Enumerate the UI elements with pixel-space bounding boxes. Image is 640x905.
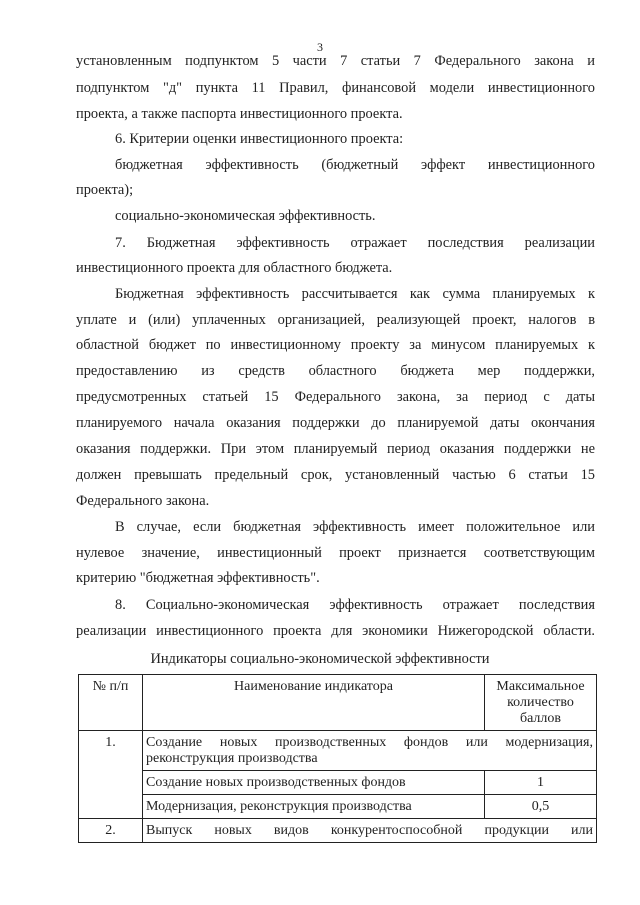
text-line: проекта, а также паспорта инвестиционного проекта. bbox=[76, 106, 403, 122]
page-number: 3 bbox=[317, 40, 323, 54]
text-line: Федерального закона. bbox=[76, 493, 210, 509]
table-row bbox=[79, 731, 597, 771]
table-title: Индикаторы социально-экономической эффективности bbox=[150, 651, 490, 667]
text-line: предусмотренных статьей 15 Федерального закона, за период с даты bbox=[76, 389, 595, 405]
text-line: бюджетная эффективность (бюджетный эффект инвестиционного bbox=[115, 157, 595, 173]
column-header-number: № п/п bbox=[79, 675, 143, 731]
text-line: критерию "бюджетная эффективность". bbox=[76, 570, 320, 586]
indicator-name: Создание новых производственных фондов bbox=[143, 771, 485, 795]
indicator-name: Создание новых производственных фондов или модернизация, реконструкция производства bbox=[143, 731, 597, 771]
column-header-indicator-name: Наименование индикатора bbox=[143, 675, 485, 731]
row-number: 1. bbox=[79, 731, 143, 819]
text-line: В случае, если бюджетная эффективность имеет положительное или bbox=[115, 519, 595, 535]
text-line: 8. Социально-экономическая эффективность отражает последствия bbox=[115, 597, 595, 613]
text-line: инвестиционного проекта для областного бюджета. bbox=[76, 260, 393, 276]
text-line: уплате и (или) уплаченных организацией, реализующей проект, налогов в bbox=[76, 312, 595, 328]
table-header-row bbox=[79, 675, 597, 731]
indicator-name: Выпуск новых видов конкурентоспособной продукции или bbox=[143, 819, 597, 843]
table-row bbox=[79, 795, 597, 819]
text-line: Бюджетная эффективность рассчитывается как сумма планируемых к bbox=[115, 286, 595, 302]
table-row bbox=[79, 771, 597, 795]
text-line: установленным подпунктом 5 части 7 статьи 7 Федерального закона и bbox=[76, 53, 595, 69]
text-line: проекта); bbox=[76, 182, 134, 198]
max-points: 1 bbox=[485, 771, 597, 795]
text-line: областной бюджет по инвестиционному проекту за минусом планируемых к bbox=[76, 337, 595, 353]
indicator-name: Модернизация, реконструкция производства bbox=[143, 795, 485, 819]
text-line: 7. Бюджетная эффективность отражает последствия реализации bbox=[115, 235, 595, 251]
text-line: социально-экономическая эффективность. bbox=[115, 208, 376, 224]
row-number: 2. bbox=[79, 819, 143, 843]
text-line: планируемого начала оказания поддержки до планируемой даты окончания bbox=[76, 415, 595, 431]
column-header-max-points: Максимальное количество баллов bbox=[485, 675, 597, 731]
text-line: 6. Критерии оценки инвестиционного проекта: bbox=[115, 131, 404, 147]
text-line: реализации инвестиционного проекта для экономики Нижегородской области. bbox=[76, 623, 595, 639]
table-row bbox=[79, 819, 597, 843]
indicators-table bbox=[78, 674, 597, 843]
text-line: предоставлению из средств областного бюджета мер поддержки, bbox=[76, 363, 595, 379]
text-line: оказания поддержки. При этом планируемый период оказания поддержки не bbox=[76, 441, 595, 457]
text-line: подпунктом "д" пункта 11 Правил, финансовой модели инвестиционного bbox=[76, 80, 595, 96]
text-line: должен превышать предельный срок, установленный частью 6 статьи 15 bbox=[76, 467, 595, 483]
text-line: нулевое значение, инвестиционный проект признается соответствующим bbox=[76, 545, 595, 561]
max-points: 0,5 bbox=[485, 795, 597, 819]
